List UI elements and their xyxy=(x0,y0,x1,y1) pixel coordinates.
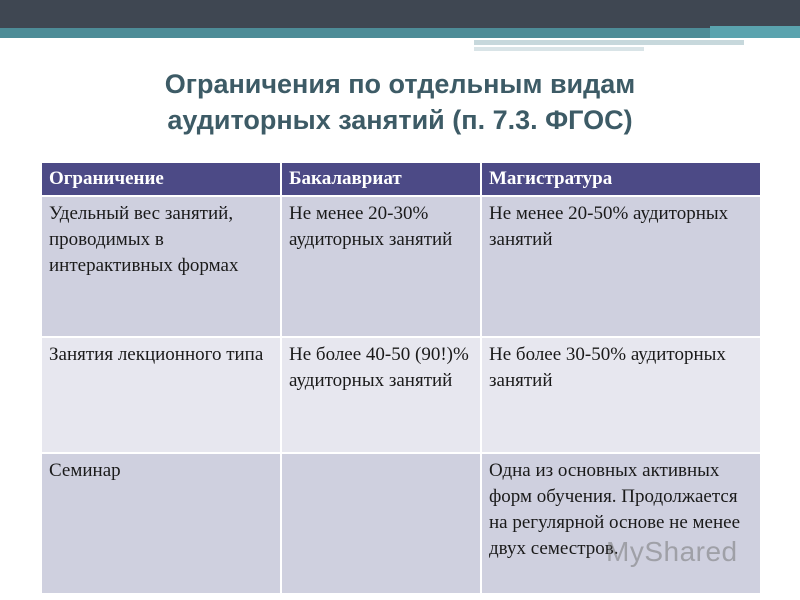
table-cell-restriction: Семинар xyxy=(41,453,281,594)
header-bar-teal-accent xyxy=(710,26,800,38)
header-restriction: Ограничение xyxy=(41,162,281,196)
header-bar-teal xyxy=(0,28,800,38)
table-cell-master: Не более 30-50% аудиторных занятий xyxy=(481,337,761,453)
table-header-row xyxy=(41,162,761,196)
table-cell-restriction: Занятия лекционного типа xyxy=(41,337,281,453)
table-cell-bachelor xyxy=(281,453,481,594)
header-bachelor: Бакалавриат xyxy=(281,162,481,196)
table-cell-master: Не менее 20-50% аудиторных занятий xyxy=(481,196,761,337)
table-row xyxy=(41,453,761,594)
header-bar-light-secondary xyxy=(474,47,644,51)
header-master: Магистратура xyxy=(481,162,761,196)
table-cell-restriction: Удельный вес занятий, проводимых в интерактивных формах xyxy=(41,196,281,337)
table-cell-bachelor: Не более 40-50 (90!)% аудиторных занятий xyxy=(281,337,481,453)
header-bar-dark xyxy=(0,0,800,28)
table-cell-bachelor: Не менее 20-30% аудиторных занятий xyxy=(281,196,481,337)
slide-title xyxy=(0,66,800,138)
slide-title-line-1: Ограничения по отдельным видам xyxy=(164,69,636,99)
watermark-logo: MyShared xyxy=(606,536,738,567)
table-row xyxy=(41,337,761,453)
table-cell-master: Одна из основных активных форм обучения. Продолжается на регулярной основе не менее двух семестров. xyxy=(481,453,761,594)
restrictions-table xyxy=(40,161,762,595)
slide-title-line-2: аудиторных занятий (п. 7.3. ФГОС) xyxy=(167,105,633,135)
table-row xyxy=(41,196,761,337)
header-bar-light xyxy=(474,40,744,45)
